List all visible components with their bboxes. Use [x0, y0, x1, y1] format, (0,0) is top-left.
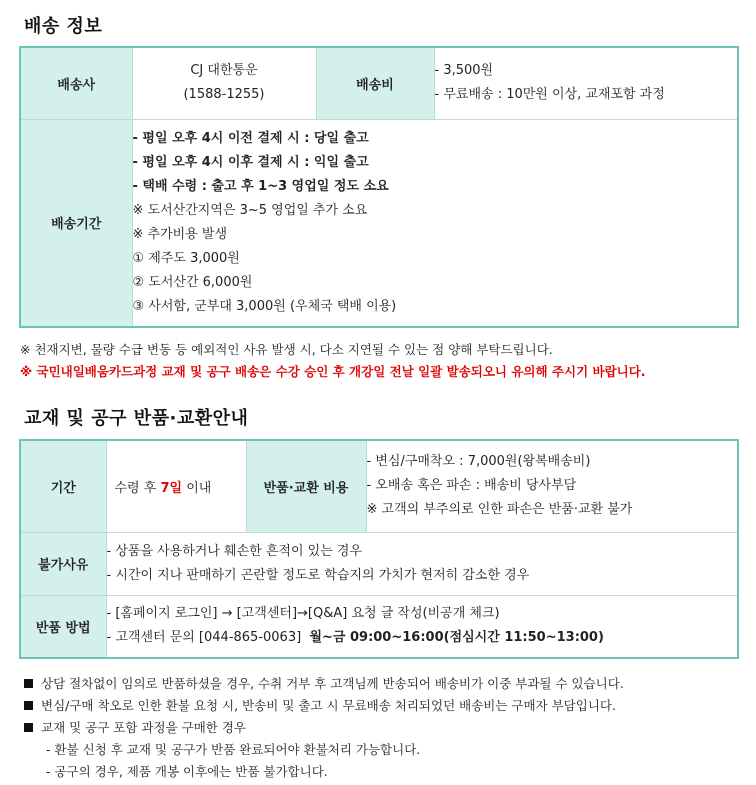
returns-notes — [24, 673, 624, 783]
fee-line: - 무료배송 : 10만원 이상, 교재포함 과정 — [434, 87, 665, 103]
shipping-note: ※ 천재지변, 물량 수급 변동 등 예외적인 사유 발생 시, 다소 지연될 수 있는 점 양해 부탁드립니다. — [20, 342, 553, 357]
returns-method-phone: - 고객센터 문의 [044-865-0063] — [106, 630, 302, 646]
returns-reason-line: - 상품을 사용하거나 훼손한 흔적이 있는 경우 — [106, 543, 363, 559]
shipping-row-period — [20, 119, 738, 327]
period-line: - 택배 수령 : 출고 후 1~3 영업일 정도 소요 — [132, 178, 389, 194]
returns-method-line — [107, 626, 738, 650]
period-line: ② 도서산간 6,000원 — [132, 274, 253, 290]
returns-period-days: 7일 — [160, 480, 183, 496]
square-bullet-icon — [24, 679, 33, 688]
returns-reason-line: - 시간이 지나 판매하기 곤란할 정도로 학습지의 가치가 현저히 감소한 경우 — [106, 567, 530, 583]
period-line: ③ 사서함, 군부대 3,000원 (우체국 택배 이용) — [132, 298, 397, 314]
returns-fee-line: ※ 고객의 부주의로 인한 파손은 반품·교환 불가 — [366, 502, 633, 518]
returns-method-line: - [홈페이지 로그인] → [고객센터]→[Q&A] 요청 글 작성(비공개 체크) — [106, 606, 500, 622]
notice-bullet: 상담 절차없이 임의로 반품하셨을 경우, 수취 거부 후 고객님께 반송되어 배송비가 이중 부과될 수 있습니다. — [24, 673, 624, 695]
returns-period-suffix: 이내 — [182, 480, 212, 496]
shipping-note-red: ※ 국민내일배움카드과정 교재 및 공구 배송은 수강 승인 후 개강일 전날 일괄 발송되오니 유의해 주시기 바랍니다. — [20, 364, 646, 379]
returns-fee-cell — [366, 440, 738, 532]
returns-fee-line: - 변심/구매착오 : 7,000원(왕복배송비) — [366, 454, 591, 470]
returns-period-label: 기간 — [20, 440, 106, 532]
returns-table — [19, 439, 739, 659]
returns-method-label: 반품 방법 — [20, 595, 106, 658]
returns-fee-line: - 오배송 혹은 파손 : 배송비 당사부담 — [366, 478, 577, 494]
shipping-table — [19, 46, 739, 328]
returns-period-prefix: 수령 후 — [114, 480, 161, 496]
returns-section-title: 교재 및 공구 반품·교환안내 — [24, 408, 249, 429]
returns-fee-label: 반품·교환 비용 — [246, 440, 366, 532]
period-line: ① 제주도 3,000원 — [132, 250, 240, 266]
returns-period-cell — [106, 440, 246, 532]
fee-label: 배송비 — [316, 47, 434, 119]
carrier-label: 배송사 — [20, 47, 132, 119]
fee-cell — [434, 47, 738, 119]
period-line: ※ 도서산간지역은 3~5 영업일 추가 소요 — [132, 202, 368, 218]
shipping-section-title: 배송 정보 — [24, 16, 103, 37]
square-bullet-icon — [24, 701, 33, 710]
square-bullet-icon — [24, 723, 33, 732]
notice-sub-bullet: - 공구의 경우, 제품 개봉 이후에는 반품 불가합니다. — [46, 764, 328, 779]
period-label: 배송기간 — [20, 119, 132, 327]
returns-method-hours: 월~금 09:00~16:00(점심시간 11:50~13:00) — [309, 630, 604, 646]
shipping-row-carrier — [20, 47, 738, 119]
period-cell — [132, 119, 738, 327]
returns-reason-cell — [106, 532, 738, 595]
notice-sub-bullet: - 환불 신청 후 교재 및 공구가 반품 완료되어야 환불처리 가능합니다. — [46, 742, 421, 757]
carrier-cell — [132, 47, 316, 119]
returns-row-period — [20, 440, 738, 532]
carrier-phone: (1588-1255) — [183, 87, 265, 103]
carrier-name: CJ 대한통운 — [190, 63, 258, 79]
period-line: - 평일 오후 4시 이전 결제 시 : 당일 출고 — [132, 130, 369, 146]
notice-bullet: 교재 및 공구 포함 과정을 구매한 경우 — [24, 717, 624, 739]
returns-method-cell — [106, 595, 738, 658]
notice-bullet: 변심/구매 착오로 인한 환불 요청 시, 반송비 및 출고 시 무료배송 처리되었던 배송비는 구매자 부담입니다. — [24, 695, 624, 717]
fee-line: - 3,500원 — [434, 63, 494, 79]
period-line: - 평일 오후 4시 이후 결제 시 : 익일 출고 — [132, 154, 369, 170]
returns-row-reason — [20, 532, 738, 595]
returns-reason-label: 불가사유 — [20, 532, 106, 595]
returns-row-method — [20, 595, 738, 658]
period-line: ※ 추가비용 발생 — [132, 226, 228, 242]
